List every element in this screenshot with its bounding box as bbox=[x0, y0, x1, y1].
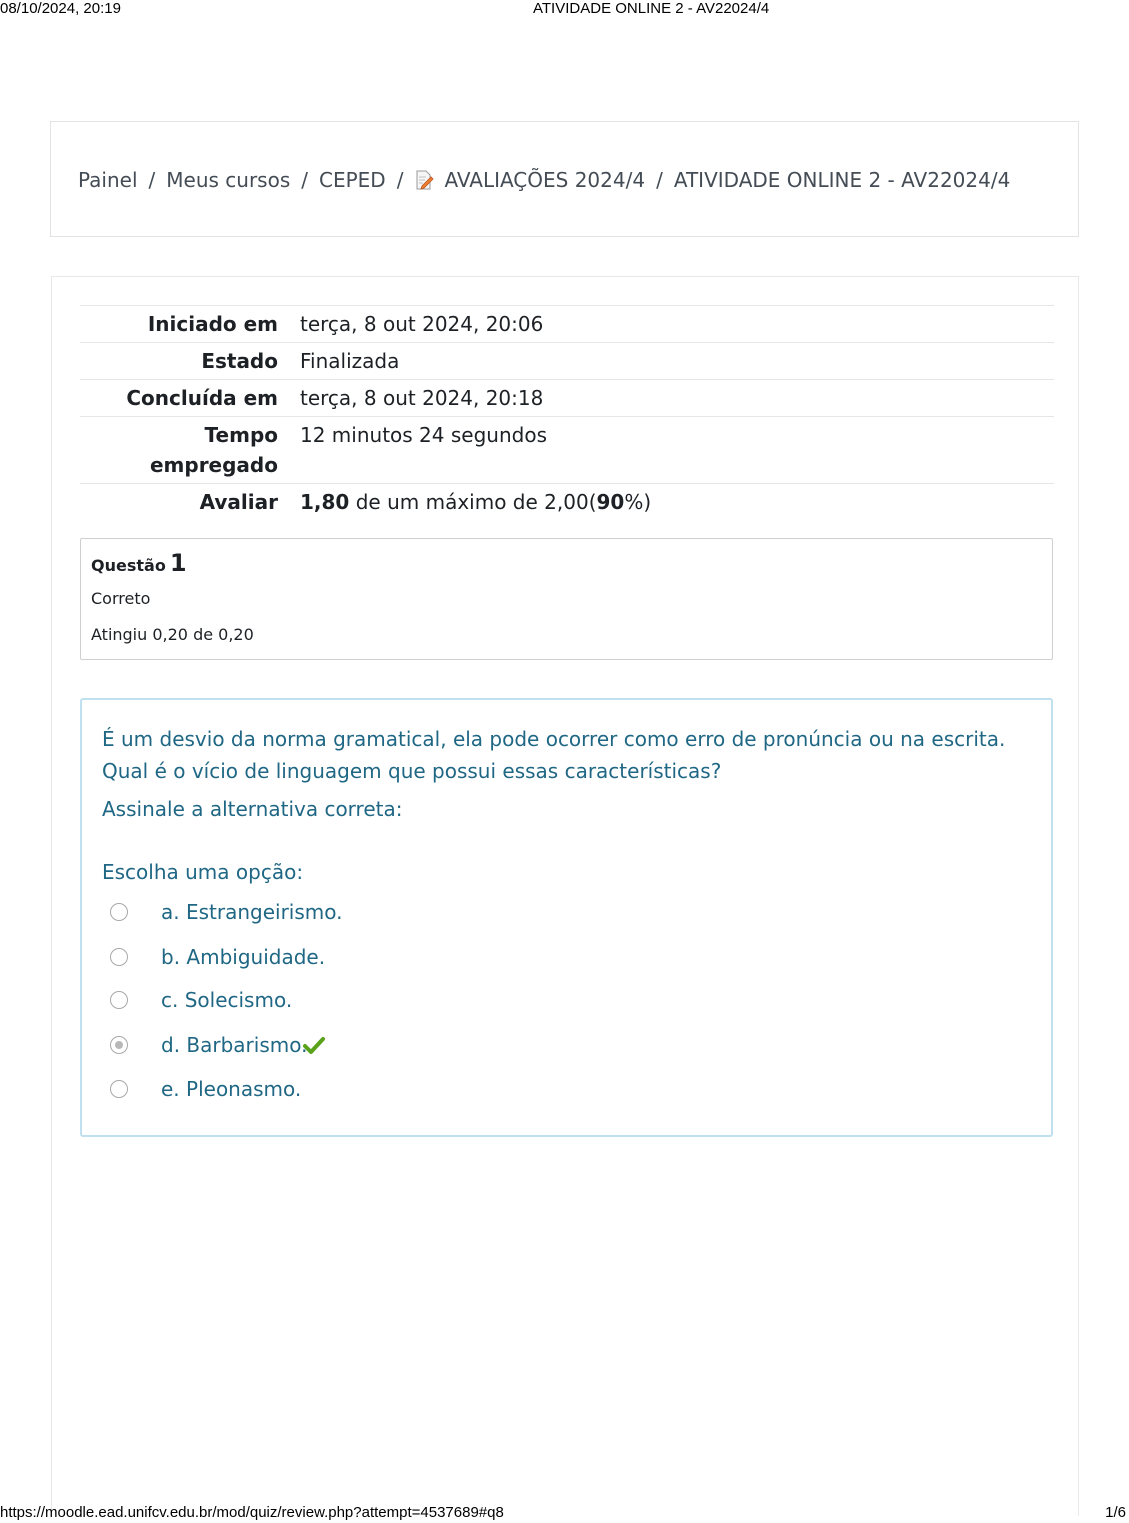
summary-row-time bbox=[80, 416, 1054, 483]
breadcrumb-item-meus-cursos[interactable]: Meus cursos bbox=[166, 168, 291, 192]
state-label: Estado bbox=[201, 349, 278, 373]
option-b-radio[interactable] bbox=[110, 948, 128, 966]
option-c-label: c. Solecismo. bbox=[161, 988, 293, 1012]
grade-mid: de um máximo de 2,00( bbox=[355, 490, 597, 514]
breadcrumb-separator: / bbox=[301, 168, 308, 192]
choose-option-label: Escolha uma opção: bbox=[102, 860, 304, 884]
breadcrumb-item-ceped[interactable]: CEPED bbox=[319, 168, 386, 192]
breadcrumb-item-avaliacoes[interactable]: AVALIAÇÕES 2024/4 bbox=[444, 168, 646, 192]
breadcrumb-separator: / bbox=[656, 168, 663, 192]
time-label bbox=[80, 417, 278, 483]
option-a-label: a. Estrangeirismo. bbox=[161, 900, 343, 924]
completed-value: terça, 8 out 2024, 20:18 bbox=[300, 386, 544, 410]
time-label-line1: Tempo bbox=[204, 423, 278, 447]
grade-value bbox=[278, 484, 651, 520]
option-d-label: d. Barbarismo. bbox=[161, 1033, 308, 1057]
question-text-line2: Qual é o vício de linguagem que possui essas características? bbox=[102, 759, 722, 783]
breadcrumb-separator: / bbox=[396, 168, 404, 192]
completed-label: Concluída em bbox=[126, 386, 278, 410]
summary-row-completed bbox=[80, 379, 1054, 416]
option-d[interactable] bbox=[110, 1033, 325, 1057]
print-page-number: 1/6 bbox=[1105, 1504, 1126, 1521]
breadcrumb-item-painel[interactable]: Painel bbox=[78, 168, 138, 192]
print-header bbox=[0, 0, 1129, 18]
option-a-radio[interactable] bbox=[110, 903, 128, 921]
started-value: terça, 8 out 2024, 20:06 bbox=[300, 312, 544, 336]
breadcrumb bbox=[78, 168, 1010, 192]
summary-row-grade bbox=[80, 483, 1054, 520]
option-e-radio[interactable] bbox=[110, 1080, 128, 1098]
question-prompt: Assinale a alternativa correta: bbox=[102, 797, 403, 821]
check-icon bbox=[303, 1035, 325, 1055]
question-text-line1: É um desvio da norma gramatical, ela pode ocorrer como erro de pronúncia ou na escrita. bbox=[102, 727, 1006, 751]
option-a[interactable] bbox=[110, 900, 343, 924]
started-label: Iniciado em bbox=[147, 312, 278, 336]
option-b-label: b. Ambiguidade. bbox=[161, 945, 326, 969]
option-e-label: e. Pleonasmo. bbox=[161, 1077, 302, 1101]
question-text bbox=[102, 723, 1032, 787]
breadcrumb-item-atividade[interactable]: ATIVIDADE ONLINE 2 - AV22024/4 bbox=[673, 168, 1011, 192]
breadcrumb-card bbox=[50, 121, 1079, 237]
question-grade: Atingiu 0,20 de 0,20 bbox=[91, 625, 254, 644]
print-title: ATIVIDADE ONLINE 2 - AV22024/4 bbox=[533, 0, 770, 17]
question-state: Correto bbox=[91, 589, 151, 608]
grade-end: %) bbox=[624, 490, 652, 514]
quiz-edit-icon bbox=[414, 170, 434, 190]
summary-row-state bbox=[80, 342, 1054, 379]
grade-score: 1,80 bbox=[300, 490, 350, 514]
print-footer bbox=[0, 1504, 1129, 1522]
grade-label: Avaliar bbox=[199, 490, 278, 514]
question-number bbox=[91, 549, 187, 577]
question-number-value: 1 bbox=[169, 549, 187, 577]
breadcrumb-separator: / bbox=[148, 168, 156, 192]
option-d-radio[interactable] bbox=[110, 1036, 128, 1054]
attempt-summary-table bbox=[80, 305, 1054, 520]
grade-percent: 90 bbox=[596, 490, 625, 514]
state-value: Finalizada bbox=[300, 349, 400, 373]
question-content-box bbox=[80, 698, 1053, 1137]
print-datetime: 08/10/2024, 20:19 bbox=[0, 0, 121, 17]
option-c-radio[interactable] bbox=[110, 991, 128, 1009]
option-c[interactable] bbox=[110, 988, 292, 1012]
question-info-box bbox=[80, 538, 1053, 660]
option-b[interactable] bbox=[110, 945, 325, 969]
question-label: Questão bbox=[91, 556, 166, 575]
time-label-line2: empregado bbox=[149, 453, 278, 477]
summary-row-started bbox=[80, 305, 1054, 342]
quiz-review-region bbox=[51, 276, 1079, 1516]
option-e[interactable] bbox=[110, 1077, 301, 1101]
time-value: 12 minutos 24 segundos bbox=[300, 423, 547, 447]
print-url: https://moodle.ead.unifcv.edu.br/mod/quiz/review.php?attempt=4537689#q8 bbox=[0, 1504, 504, 1521]
